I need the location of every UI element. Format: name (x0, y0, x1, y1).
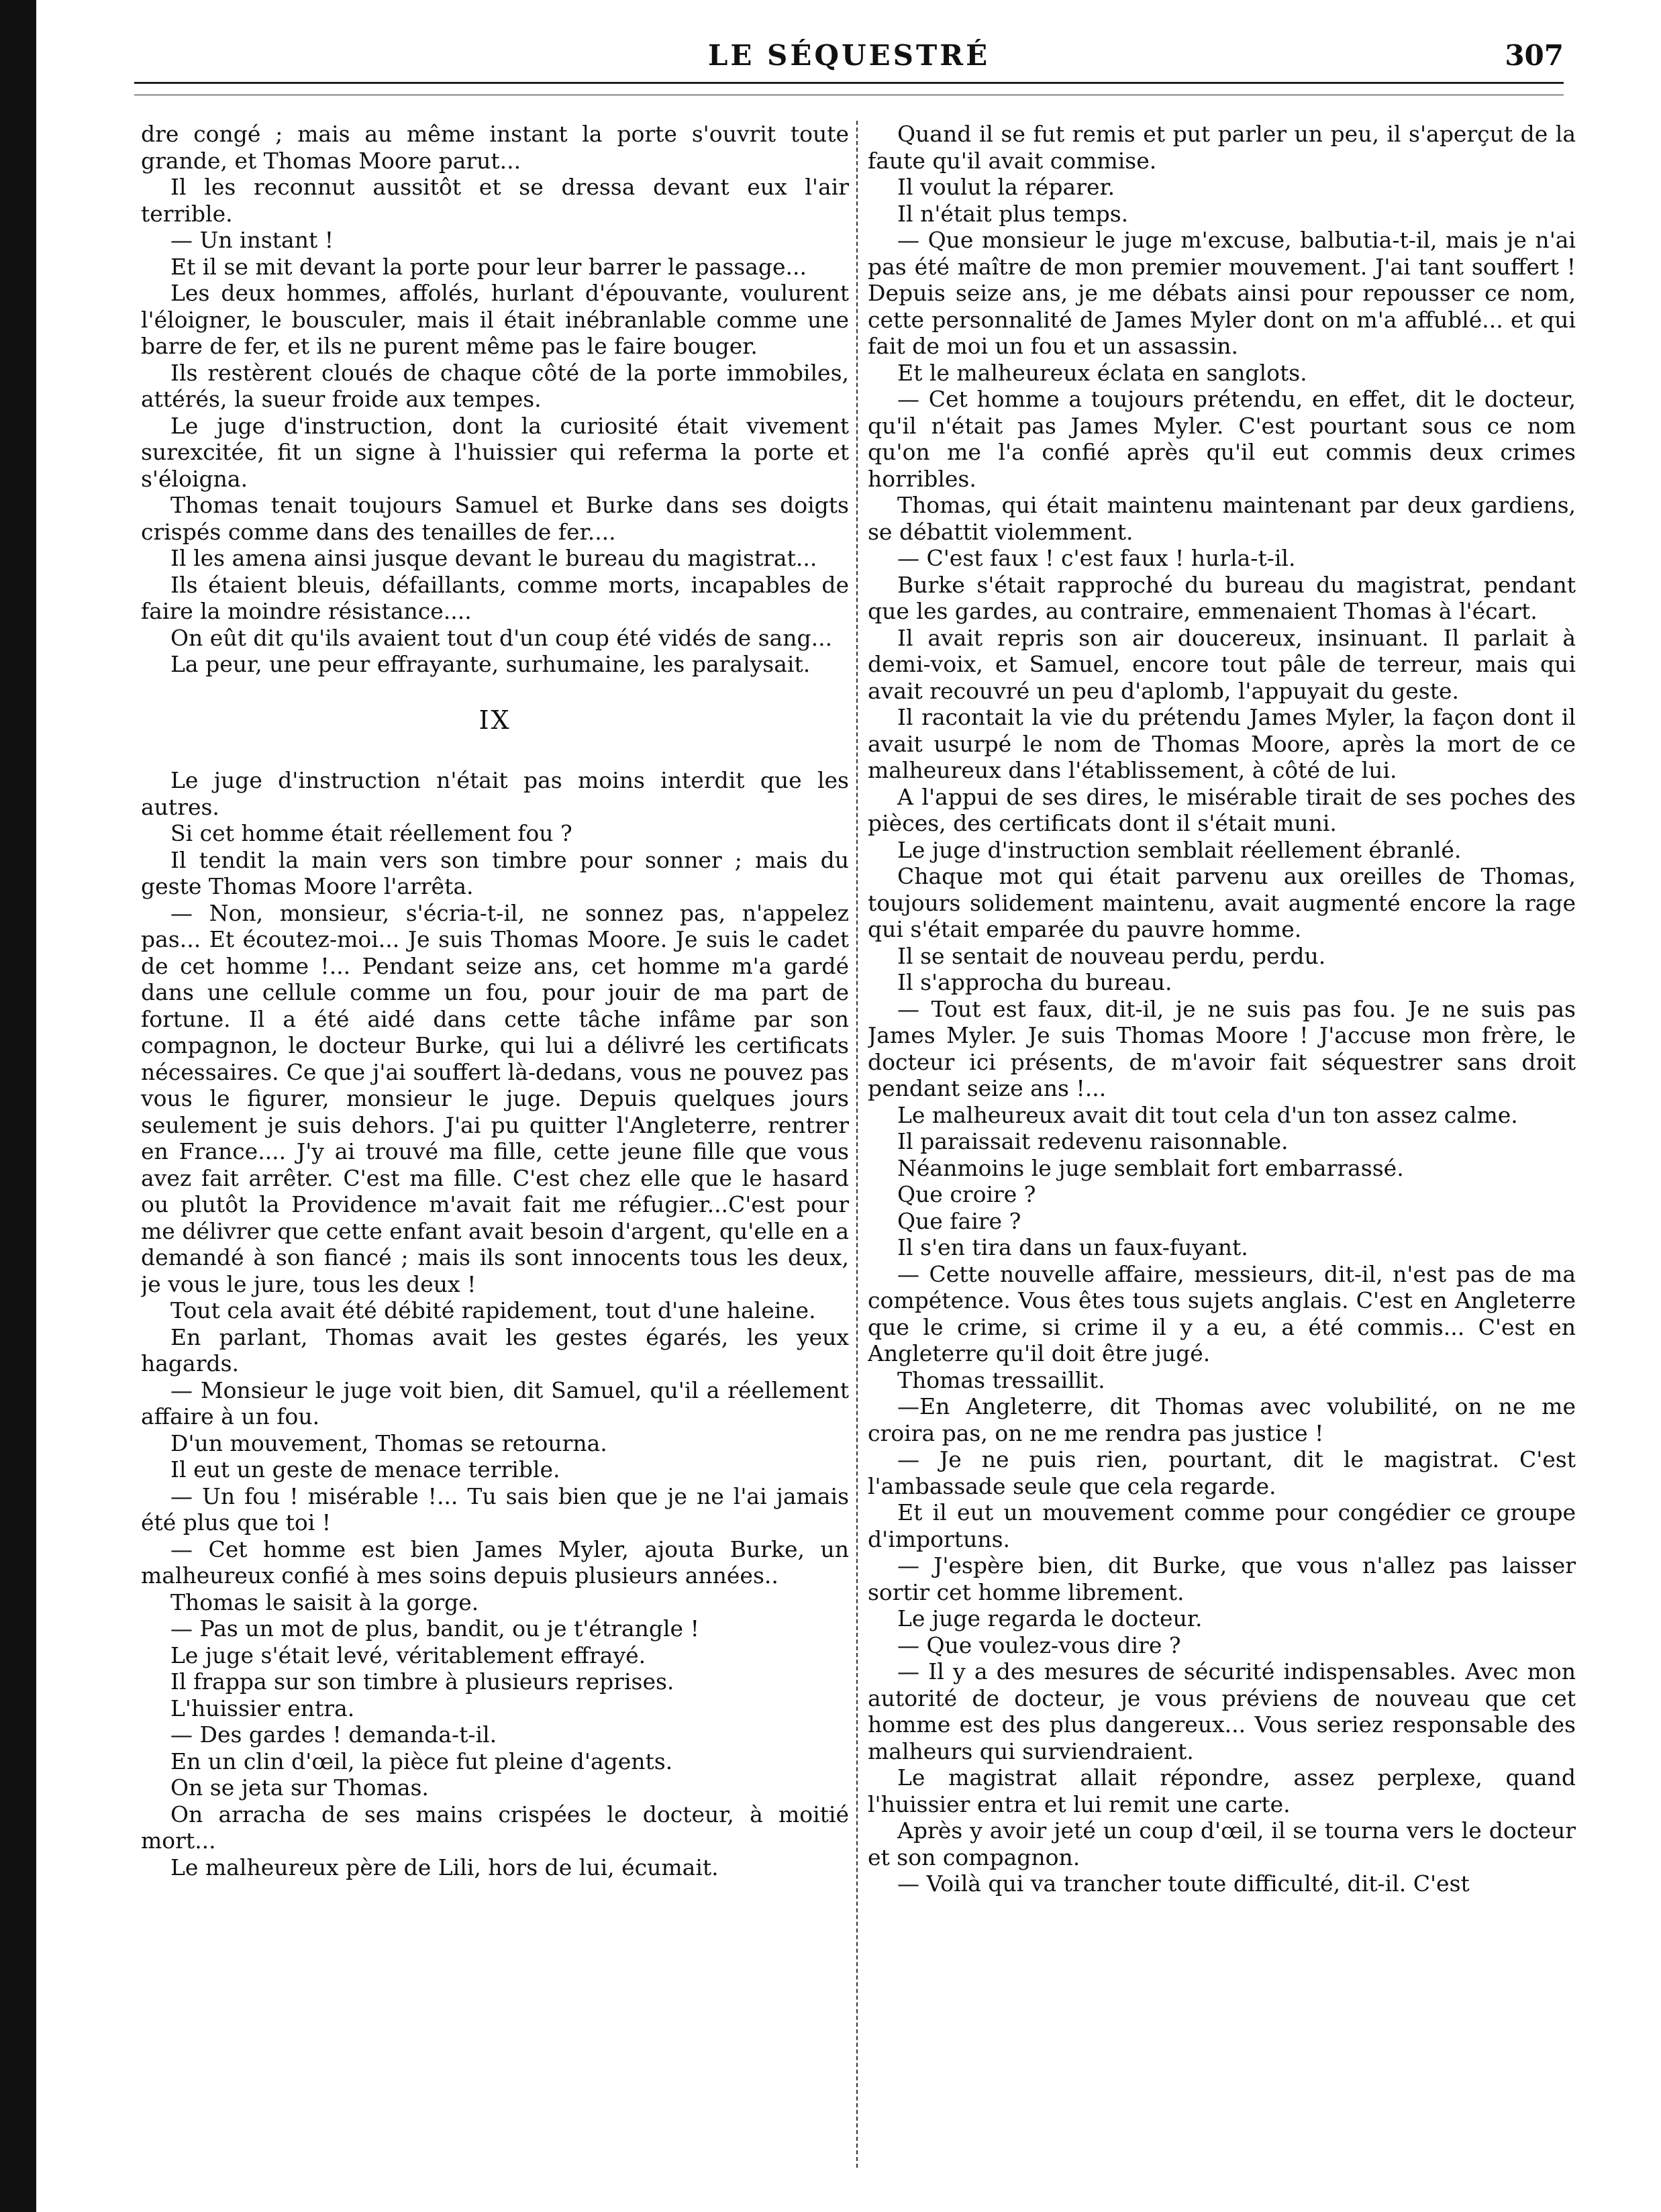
paragraph: — Pas un mot de plus, bandit, ou je t'étrangle ! (170, 1615, 699, 1642)
paragraph: En parlant, Thomas avait les gestes égarés, les yeux hagards. (141, 1323, 849, 1376)
paragraph: Le magistrat allait répondre, assez perplexe, quand l'huissier entra et lui remit une carte. (868, 1764, 1576, 1817)
paragraph: On eût dit qu'ils avaient tout d'un coup été vidés de sang... (170, 624, 833, 651)
paragraph: — Cette nouvelle affaire, messieurs, dit-il, n'est pas de ma compétence. Vous êtes tous sujets anglais. C'est en Angleterre que le crime, si crime il y a eu, a été commis... C'est en Angleterre qu'il doit être jugé. (868, 1260, 1576, 1366)
paragraph: — J'espère bien, dit Burke, que vous n'allez pas laisser sortir cet homme librement. (868, 1552, 1576, 1605)
paragraph: — Je ne puis rien, pourtant, dit le magistrat. C'est l'ambassade seule que cela regarde. (868, 1446, 1576, 1499)
paragraph: Thomas le saisit à la gorge. (170, 1589, 479, 1615)
paragraph: Que faire ? (897, 1207, 1021, 1234)
paragraph: Néanmoins le juge semblait fort embarrassé. (897, 1154, 1404, 1181)
paragraph: —En Angleterre, dit Thomas avec volubilité, on ne me croira pas, on ne me rendra pas justice ! (868, 1393, 1576, 1446)
paragraph: Le juge regarda le docteur. (897, 1605, 1203, 1631)
paragraph: Chaque mot qui était parvenu aux oreilles de Thomas, toujours solidement maintenu, avait augmenté encore la rage qui s'était emparée du pauvre homme. (868, 863, 1576, 942)
paragraph: D'un mouvement, Thomas se retourna. (170, 1429, 607, 1456)
paragraph: Il s'en tira dans un faux-fuyant. (897, 1234, 1248, 1260)
right-column (868, 121, 1576, 2195)
paragraph: Et le malheureux éclata en sanglots. (897, 359, 1307, 386)
paragraph: Il n'était plus temps. (897, 200, 1129, 227)
paragraph: Le juge d'instruction, dont la curiosité était vivement surexcitée, fit un signe à l'huissier qui referma la porte et s'éloigna. (141, 412, 849, 492)
page-header (134, 39, 1564, 79)
paragraph: Il se sentait de nouveau perdu, perdu. (897, 942, 1326, 969)
paragraph: La peur, une peur effrayante, surhumaine, les paralysait. (170, 651, 811, 677)
paragraph: Thomas tenait toujours Samuel et Burke dans ses doigts crispés comme dans des tenailles de fer.... (141, 492, 849, 545)
paragraph: — Cet homme est bien James Myler, ajouta Burke, un malheureux confié à mes soins depuis plusieurs années.. (141, 1536, 849, 1589)
running-title: LE SÉQUESTRÉ (707, 39, 991, 72)
paragraph: Après y avoir jeté un coup d'œil, il se tourna vers le docteur et son compagnon. (868, 1817, 1576, 1870)
paragraph: Les deux hommes, affolés, hurlant d'épouvante, voulurent l'éloigner, le bousculer, mais il était inébranlable comme une barre de fer, et ils ne purent même pas le faire bouger. (141, 280, 849, 359)
paragraph: — Que voulez-vous dire ? (897, 1631, 1181, 1658)
column-divider (856, 121, 858, 2168)
paragraph: Le malheureux avait dit tout cela d'un ton assez calme. (897, 1101, 1518, 1128)
paragraph: Si cet homme était réellement fou ? (170, 820, 572, 846)
paragraph: Le juge d'instruction n'était pas moins interdit que les autres. (141, 767, 849, 820)
paragraph: — Monsieur le juge voit bien, dit Samuel, qu'il a réellement affaire à un fou. (141, 1376, 849, 1429)
paragraph: dre congé ; mais au même instant la porte s'ouvrit toute grande, et Thomas Moore parut... (141, 121, 849, 174)
paragraph: Il eut un geste de menace terrible. (170, 1456, 560, 1482)
paragraph: — Non, monsieur, s'écria-t-il, ne sonnez pas, n'appelez pas... Et écoutez-moi... Je suis Thomas Moore. Je suis le cadet de cet homme !... Pendant seize ans, cet homme m'a gardé dans une cellule comme un fou, pour jouir de ma part de fortune. Il a été aidé dans cette tâche infâme par son compagnon, le docteur Burke, qui lui a délivré les certificats nécessaires. Ce que j'ai souffert là-dedans, vous ne pouvez pas vous le figurer, monsieur le juge. Depuis quelques jours seulement je suis dehors. J'ai pu quitter l'Angleterre, rentrer en France.... J'y ai trouvé ma fille, cette jeune fille que vous avez fait arrêter. C'est ma fille. C'est chez elle que le hasard ou plutôt la Providence m'avait fait me réfugier...C'est pour me délivrer que cette enfant avait besoin d'argent, qu'elle en a demandé à son fiancé ; mais ils sont innocents tous les deux, je vous le jure, tous les deux ! (141, 899, 849, 1297)
paragraph: Il racontait la vie du prétendu James Myler, la façon dont il avait usurpé le nom de Thomas Moore, après la mort de ce malheureux dans l'établissement, à côté de lui. (868, 704, 1576, 783)
paragraph: Il paraissait redevenu raisonnable. (897, 1128, 1289, 1154)
paragraph: — Un instant ! (170, 227, 334, 253)
paragraph: Le juge d'instruction semblait réellement ébranlé. (897, 836, 1462, 863)
paragraph: Il avait repris son air doucereux, insinuant. Il parlait à demi-voix, et Samuel, encore tout pâle de terreur, mais qui avait recouvré un peu d'aplomb, l'appuyait du geste. (868, 624, 1576, 704)
paragraph: Thomas, qui était maintenu maintenant par deux gardiens, se débattit violemment. (868, 492, 1576, 545)
paragraph: Il tendit la main vers son timbre pour sonner ; mais du geste Thomas Moore l'arrêta. (141, 846, 849, 899)
paragraph: — C'est faux ! c'est faux ! hurla-t-il. (897, 545, 1296, 571)
left-column (141, 121, 849, 2195)
paragraph: A l'appui de ses dires, le misérable tirait de ses poches des pièces, des certificats dont il s'était muni. (868, 783, 1576, 836)
paragraph: On se jeta sur Thomas. (170, 1774, 429, 1801)
paragraph: — Que monsieur le juge m'excuse, balbutia-t-il, mais je n'ai pas été maître de mon premier mouvement. J'ai tant souffert ! Depuis seize ans, je me débats ainsi pour repousser ce nom, cette personnalité de James Myler dont on m'a affublé... et qui fait de moi un fou et un assassin. (868, 227, 1576, 359)
paragraph: Il les amena ainsi jusque devant le bureau du magistrat... (170, 545, 817, 571)
paragraph: Il les reconnut aussitôt et se dressa devant eux l'air terrible. (141, 174, 849, 227)
paragraph: Ils étaient bleuis, défaillants, comme morts, incapables de faire la moindre résistance.... (141, 571, 849, 624)
paragraph: — Il y a des mesures de sécurité indispensables. Avec mon autorité de docteur, je vous préviens de nouveau que cet homme est des plus dangereux... Vous seriez responsable des malheurs qui surviendraient. (868, 1658, 1576, 1764)
paragraph: Et il eut un mouvement comme pour congédier ce groupe d'importuns. (868, 1499, 1576, 1552)
paragraph: Que croire ? (897, 1181, 1036, 1207)
paragraph: Tout cela avait été débité rapidement, tout d'une haleine. (170, 1297, 816, 1323)
paragraph: Ils restèrent cloués de chaque côté de la porte immobiles, attérés, la sueur froide aux tempes. (141, 359, 849, 412)
paragraph: Il voulut la réparer. (897, 174, 1115, 200)
header-rule (134, 82, 1564, 95)
paragraph: — Un fou ! misérable !... Tu sais bien que je ne l'ai jamais été plus que toi ! (141, 1482, 849, 1536)
paragraph: Burke s'était rapproché du bureau du magistrat, pendant que les gardes, au contraire, emmenaient Thomas à l'écart. (868, 571, 1576, 624)
paragraph: Il frappa sur son timbre à plusieurs reprises. (170, 1668, 674, 1695)
chapter-heading: IX (479, 705, 511, 735)
page-edge-shadow (0, 0, 36, 2212)
paragraph: — Des gardes ! demanda-t-il. (170, 1721, 497, 1748)
paragraph: Quand il se fut remis et put parler un peu, il s'aperçut de la faute qu'il avait commise. (868, 121, 1576, 174)
paragraph: L'huissier entra. (170, 1695, 355, 1721)
paragraph: — Cet homme a toujours prétendu, en effet, dit le docteur, qu'il n'était pas James Myler. C'est pourtant sous ce nom qu'on me l'a confié après qu'il eut commis deux crimes horribles. (868, 386, 1576, 492)
paragraph: On arracha de ses mains crispées le docteur, à moitié mort... (141, 1801, 849, 1854)
paragraph: Le juge s'était levé, véritablement effrayé. (170, 1642, 646, 1668)
paragraph: Le malheureux père de Lili, hors de lui, écumait. (170, 1854, 719, 1880)
page-number: 307 (1505, 39, 1564, 72)
paragraph: — Tout est faux, dit-il, je ne suis pas fou. Je ne suis pas James Myler. Je suis Thomas Moore ! J'accuse mon frère, le docteur ici présents, de m'avoir fait séquestrer sans droit pendant seize ans !... (868, 995, 1576, 1101)
paragraph: En un clin d'œil, la pièce fut pleine d'agents. (170, 1748, 673, 1774)
paragraph: Et il se mit devant la porte pour leur barrer le passage... (170, 253, 807, 280)
paragraph: Thomas tressaillit. (897, 1366, 1105, 1393)
paragraph: Il s'approcha du bureau. (897, 969, 1172, 995)
paragraph: — Voilà qui va trancher toute difficulté, dit-il. C'est (897, 1870, 1470, 1897)
